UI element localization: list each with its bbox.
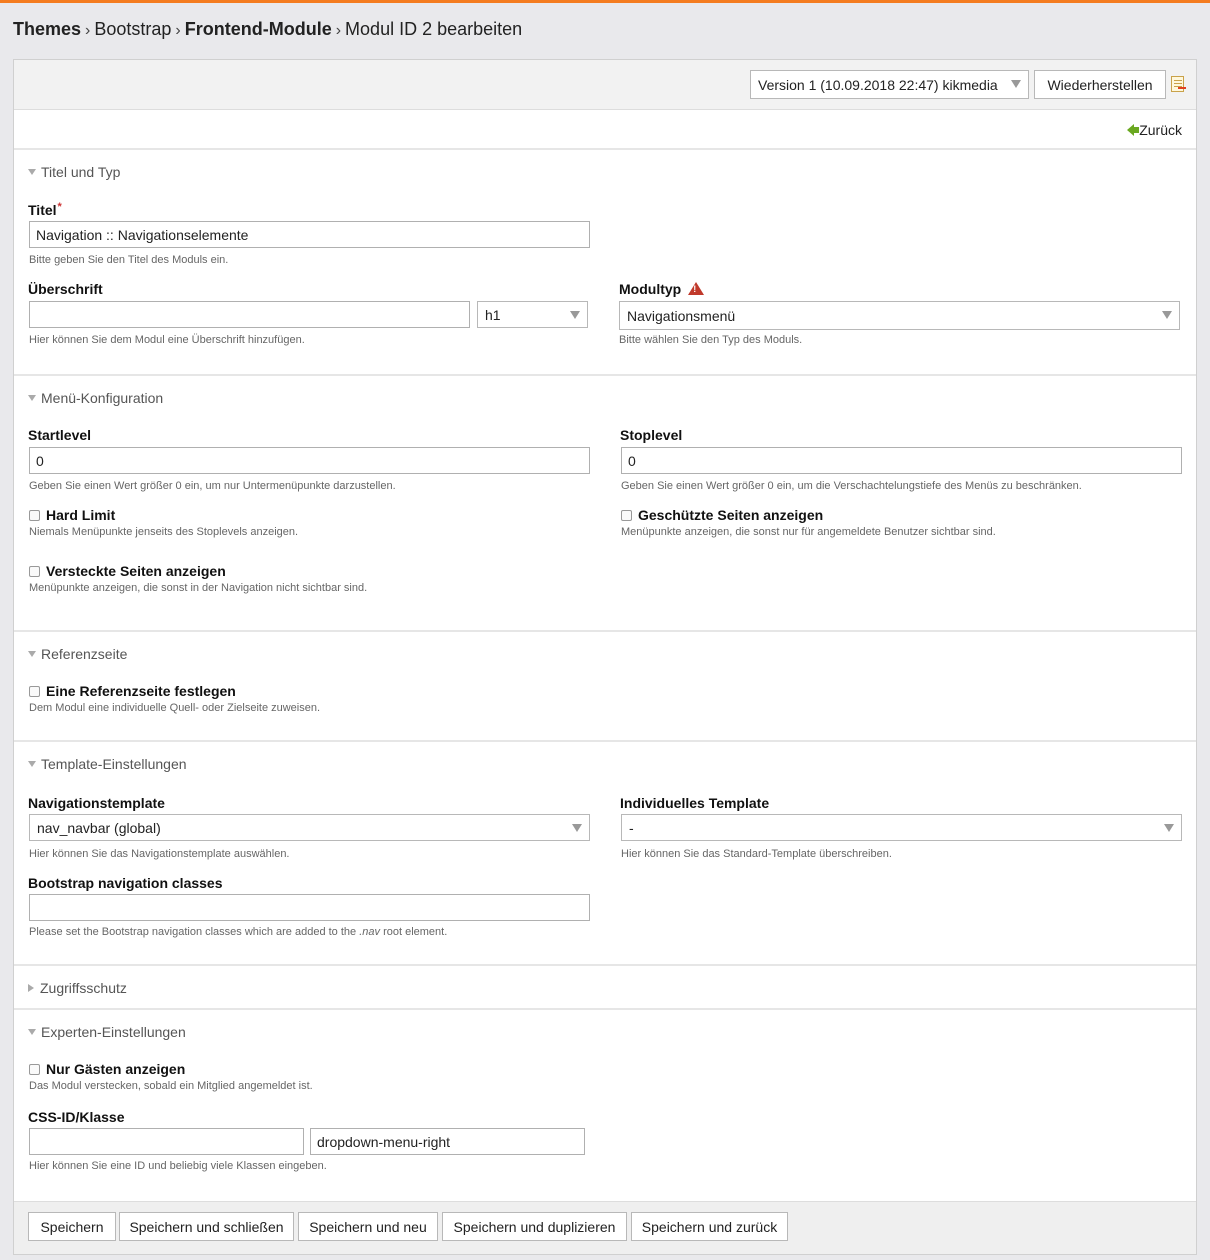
back-arrow-icon xyxy=(1127,124,1134,136)
chevron-down-icon xyxy=(572,824,582,832)
back-link-label: Zurück xyxy=(1139,122,1182,138)
css-class-input[interactable]: dropdown-menu-right xyxy=(310,1128,585,1155)
css-id-label: CSS-ID/Klasse xyxy=(28,1109,125,1125)
section-divider xyxy=(14,740,1196,742)
headline-help: Hier können Sie dem Modul eine Überschrift hinzufügen. xyxy=(29,334,305,346)
version-select-value: Version 1 (10.09.2018 22:47) kikmedia xyxy=(758,77,998,93)
hard-limit-label[interactable]: Hard Limit xyxy=(46,507,116,523)
top-accent-line xyxy=(0,0,1210,3)
protected-pages-checkbox[interactable] xyxy=(621,510,632,521)
collapse-triangle-icon xyxy=(28,651,36,657)
save-duplicate-button[interactable]: Speichern und duplizieren xyxy=(442,1212,627,1241)
reference-page-checkbox[interactable] xyxy=(29,686,40,697)
stoplevel-input[interactable]: 0 xyxy=(621,447,1182,474)
hidden-pages-label[interactable]: Versteckte Seiten anzeigen xyxy=(46,563,226,579)
legend-title-type[interactable] xyxy=(28,164,120,180)
hard-limit-option xyxy=(29,507,115,523)
hidden-pages-option xyxy=(29,563,226,579)
legend-label: Menü-Konfiguration xyxy=(41,390,164,406)
section-divider xyxy=(14,374,1196,376)
legend-menu-config[interactable] xyxy=(28,390,163,406)
guests-only-label[interactable]: Nur Gästen anzeigen xyxy=(46,1061,186,1077)
stoplevel-help: Geben Sie einen Wert größer 0 ein, um die Verschachtelungstiefe des Menüs zu beschränken. xyxy=(621,480,1082,492)
required-marker: * xyxy=(57,201,62,213)
reference-page-label[interactable]: Eine Referenzseite festlegen xyxy=(46,683,236,699)
module-type-label xyxy=(619,281,704,297)
legend-label: Titel und Typ xyxy=(41,164,121,180)
version-bar xyxy=(14,60,1196,110)
title-label-text: Titel xyxy=(28,202,57,218)
title-input[interactable]: Navigation :: Navigationselemente xyxy=(29,221,590,248)
legend-expert[interactable] xyxy=(28,1024,186,1040)
headline-input[interactable] xyxy=(29,301,470,328)
protected-pages-option xyxy=(621,507,823,523)
startlevel-input[interactable]: 0 xyxy=(29,447,590,474)
section-divider xyxy=(14,964,1196,966)
section-divider xyxy=(14,630,1196,632)
headline-label: Überschrift xyxy=(28,281,103,297)
css-id-help: Hier können Sie eine ID und beliebig viele Klassen eingeben. xyxy=(29,1160,327,1172)
guests-only-option xyxy=(29,1061,185,1077)
module-type-help: Bitte wählen Sie den Typ des Moduls. xyxy=(619,334,803,346)
module-type-select[interactable] xyxy=(619,301,1180,330)
save-new-button[interactable]: Speichern und neu xyxy=(298,1212,438,1241)
diff-document-icon[interactable] xyxy=(1171,76,1184,92)
chevron-down-icon xyxy=(570,311,580,319)
breadcrumb-item-bootstrap[interactable]: Bootstrap xyxy=(94,19,172,39)
breadcrumb-item-themes[interactable]: Themes xyxy=(13,19,82,39)
guests-only-help: Das Modul verstecken, sobald ein Mitglied angemeldet ist. xyxy=(29,1080,313,1092)
section-divider xyxy=(14,1008,1196,1010)
nav-template-help: Hier können Sie das Navigationstemplate auswählen. xyxy=(29,848,290,860)
reference-page-option xyxy=(29,683,236,699)
warning-icon[interactable] xyxy=(688,282,704,295)
custom-template-help: Hier können Sie das Standard-Template überschreiben. xyxy=(621,848,892,860)
startlevel-help: Geben Sie einen Wert größer 0 ein, um nur Untermenüpunkte darzustellen. xyxy=(29,480,396,492)
edit-form xyxy=(13,59,1197,1255)
collapse-triangle-icon xyxy=(28,1029,36,1035)
hidden-pages-help: Menüpunkte anzeigen, die sonst in der Navigation nicht sichtbar sind. xyxy=(29,582,368,594)
breadcrumb-item-frontend-modules[interactable]: Frontend-Module xyxy=(184,19,332,39)
custom-template-select[interactable] xyxy=(621,814,1182,841)
legend-label: Referenzseite xyxy=(41,646,128,662)
collapse-triangle-icon xyxy=(28,761,36,767)
legend-label: Zugriffsschutz xyxy=(40,980,127,996)
headline-level-value: h1 xyxy=(485,307,501,323)
reference-page-help: Dem Modul eine individuelle Quell- oder Zielseite zuweisen. xyxy=(29,702,321,714)
nav-template-value: nav_navbar (global) xyxy=(37,820,161,836)
nav-template-label: Navigationstemplate xyxy=(28,795,165,811)
startlevel-label: Startlevel xyxy=(28,427,92,443)
breadcrumb-separator: › xyxy=(175,22,181,39)
breadcrumb-separator: › xyxy=(85,22,91,39)
restore-button[interactable]: Wiederherstellen xyxy=(1034,70,1166,99)
collapse-triangle-icon xyxy=(28,169,36,175)
nav-template-select[interactable] xyxy=(29,814,590,841)
custom-template-value: - xyxy=(629,820,634,836)
legend-label: Template-Einstellungen xyxy=(41,756,187,772)
headline-level-select[interactable] xyxy=(477,301,588,328)
protected-pages-label[interactable]: Geschützte Seiten anzeigen xyxy=(638,507,824,523)
chevron-down-icon xyxy=(1164,824,1174,832)
help-text-code: .nav xyxy=(359,926,381,938)
title-label xyxy=(28,201,62,218)
save-back-button[interactable]: Speichern und zurück xyxy=(631,1212,788,1241)
collapse-triangle-icon xyxy=(28,395,36,401)
version-select[interactable] xyxy=(750,70,1029,99)
hard-limit-checkbox[interactable] xyxy=(29,510,40,521)
hard-limit-help: Niemals Menüpunkte jenseits des Stoplevels anzeigen. xyxy=(29,526,299,538)
module-type-value: Navigationsmenü xyxy=(627,308,736,324)
bootstrap-classes-help xyxy=(29,926,447,938)
breadcrumb xyxy=(13,19,522,40)
stoplevel-label: Stoplevel xyxy=(620,427,683,443)
bootstrap-classes-input[interactable] xyxy=(29,894,590,921)
guests-only-checkbox[interactable] xyxy=(29,1064,40,1075)
breadcrumb-separator: › xyxy=(335,22,342,39)
help-text: Please set the Bootstrap navigation classes which are added to the xyxy=(29,926,360,938)
section-divider xyxy=(14,148,1196,150)
help-text: root element. xyxy=(380,926,448,938)
breadcrumb-item-current: Modul ID 2 bearbeiten xyxy=(345,19,523,39)
css-id-input[interactable] xyxy=(29,1128,304,1155)
form-footer xyxy=(14,1201,1196,1254)
chevron-down-icon xyxy=(1162,311,1172,319)
protected-pages-help: Menüpunkte anzeigen, die sonst nur für angemeldete Benutzer sichtbar sind. xyxy=(621,526,996,538)
legend-reference[interactable] xyxy=(28,646,127,662)
legend-access[interactable] xyxy=(28,980,127,996)
save-button[interactable]: Speichern xyxy=(28,1212,116,1241)
legend-label: Experten-Einstellungen xyxy=(41,1024,186,1040)
bootstrap-classes-label: Bootstrap navigation classes xyxy=(28,875,223,891)
hidden-pages-checkbox[interactable] xyxy=(29,566,40,577)
save-close-button[interactable]: Speichern und schließen xyxy=(119,1212,294,1241)
title-help: Bitte geben Sie den Titel des Moduls ein. xyxy=(29,254,229,266)
expand-triangle-icon xyxy=(28,984,34,992)
back-link[interactable] xyxy=(1127,122,1182,138)
legend-template[interactable] xyxy=(28,756,187,772)
chevron-down-icon xyxy=(1011,80,1021,88)
module-type-label-text: Modultyp xyxy=(619,281,682,297)
custom-template-label: Individuelles Template xyxy=(620,795,770,811)
